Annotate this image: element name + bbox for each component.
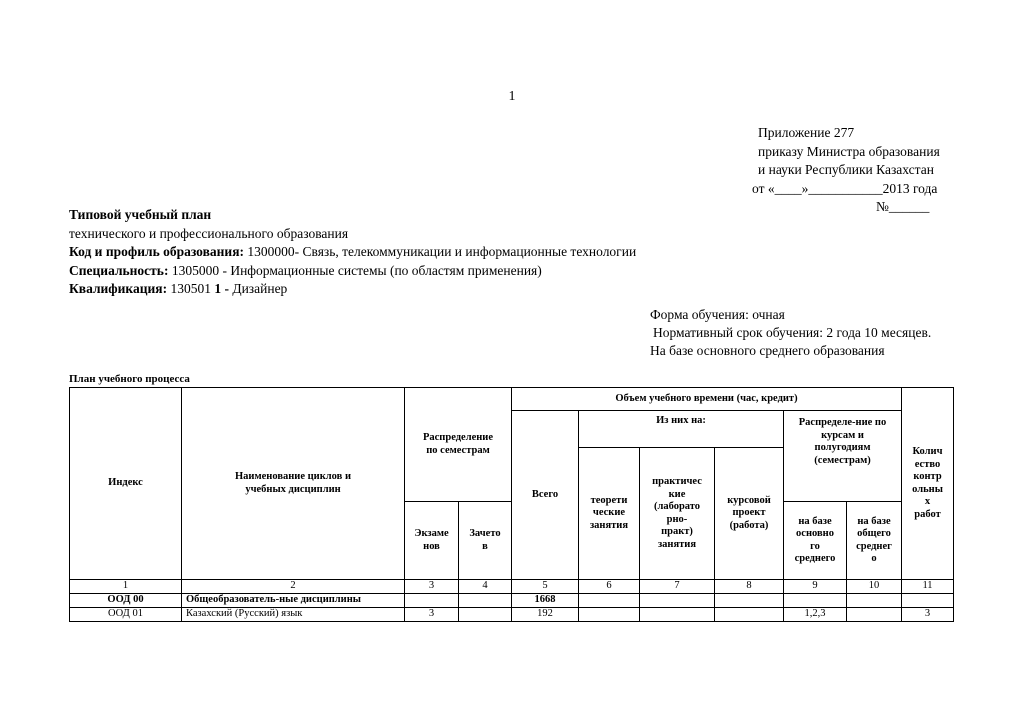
- qualification-number: 1 -: [214, 281, 229, 296]
- study-base-line: На базе основного среднего образования: [650, 343, 885, 358]
- header-index: Индекс: [70, 388, 182, 580]
- header-volume: Объем учебного времени (час, кредит): [512, 388, 902, 411]
- column-number: 4: [459, 580, 512, 594]
- row-basic-secondary: 1,2,3: [784, 608, 847, 622]
- appendix-line: от «____»___________2013 года: [752, 180, 938, 196]
- appendix-line: и науки Республики Казахстан: [758, 162, 934, 177]
- table-row: [70, 608, 954, 622]
- study-form-block: [650, 306, 931, 360]
- row-exams: 3: [405, 608, 459, 622]
- qualification-code: 130501: [170, 281, 211, 296]
- plan-subtitle-line: технического и профессионального образования: [69, 225, 349, 241]
- row-basic-secondary: [784, 594, 847, 608]
- process-plan-title: План учебного процесса: [69, 373, 190, 385]
- column-number: 3: [405, 580, 459, 594]
- row-general-secondary: [847, 608, 902, 622]
- page-number: 1: [508, 89, 516, 104]
- column-number: 1: [70, 580, 182, 594]
- row-credits: [459, 608, 512, 622]
- education-code-value: 1300000- Связь, телекоммуникации и информационные технологии: [247, 244, 637, 259]
- appendix-line: Приложение 277: [758, 125, 855, 140]
- header-courses: Распределе-ние по курсам и полугодиям (семестрам): [784, 411, 902, 502]
- specialty-value: 1305000 - Информационные системы (по областям применения): [171, 262, 542, 278]
- row-name: Общеобразователь-ные дисциплины: [182, 594, 405, 608]
- qualification-line: [69, 280, 636, 299]
- qualification-label: Квалификация:: [69, 281, 168, 296]
- row-theory: [579, 608, 640, 622]
- row-control: 3: [902, 608, 954, 622]
- header-of-them: Из них на:: [579, 411, 784, 448]
- row-control: [902, 594, 954, 608]
- row-practice: [640, 608, 715, 622]
- column-number: 2: [182, 580, 405, 594]
- header-total: Всего: [512, 411, 579, 580]
- row-name: Казахский (Русский) язык: [182, 608, 405, 622]
- column-number: 7: [640, 580, 715, 594]
- column-number: 9: [784, 580, 847, 594]
- qualification-value: Дизайнер: [232, 281, 288, 296]
- row-general-secondary: [847, 594, 902, 608]
- header-control: Колич ество контр ольны х работ: [902, 388, 954, 580]
- column-number: 6: [579, 580, 640, 594]
- header-name: Наименование циклов и учебных дисциплин: [182, 388, 405, 580]
- study-duration-line: Нормативный срок обучения: 2 года 10 месяцев.: [653, 325, 932, 340]
- appendix-block: [752, 124, 940, 217]
- specialty-line: [69, 262, 636, 281]
- table-row: [70, 594, 954, 608]
- row-exams: [405, 594, 459, 608]
- curriculum-table: [69, 387, 954, 622]
- row-total: 192: [512, 608, 579, 622]
- appendix-line: приказу Министра образования: [758, 143, 940, 159]
- column-number: 8: [715, 580, 784, 594]
- row-theory: [579, 594, 640, 608]
- header-course-project: курсовой проект (работа): [715, 448, 784, 580]
- header-basic-secondary: на базе основно го среднего: [784, 502, 847, 580]
- column-number: 5: [512, 580, 579, 594]
- table-header-row: [70, 388, 954, 411]
- column-number-row: [70, 580, 954, 594]
- header-general-secondary: на базе общего среднег о: [847, 502, 902, 580]
- header-credits: Зачето в: [459, 502, 512, 580]
- education-code-line: [69, 243, 636, 262]
- header-distribution: Распределение по семестрам: [405, 388, 512, 502]
- row-course-project: [715, 608, 784, 622]
- study-form-line: Форма обучения: очная: [650, 307, 785, 322]
- education-code-label: Код и профиль образования:: [69, 244, 244, 259]
- row-index: ООД 01: [70, 608, 182, 622]
- column-number: 11: [902, 580, 954, 594]
- appendix-line: №______: [876, 199, 930, 214]
- specialty-label: Специальность:: [69, 262, 169, 278]
- header-theory: теорети ческие занятия: [579, 448, 640, 580]
- column-number: 10: [847, 580, 902, 594]
- header-practice: практичес кие (лаборато рно- практ) занятия: [640, 448, 715, 580]
- row-total: 1668: [512, 594, 579, 608]
- row-practice: [640, 594, 715, 608]
- plan-header: [69, 206, 636, 299]
- plan-title-line: Типовой учебный план: [69, 207, 212, 222]
- row-credits: [459, 594, 512, 608]
- row-course-project: [715, 594, 784, 608]
- header-exams: Экзаме нов: [405, 502, 459, 580]
- row-index: ООД 00: [70, 594, 182, 608]
